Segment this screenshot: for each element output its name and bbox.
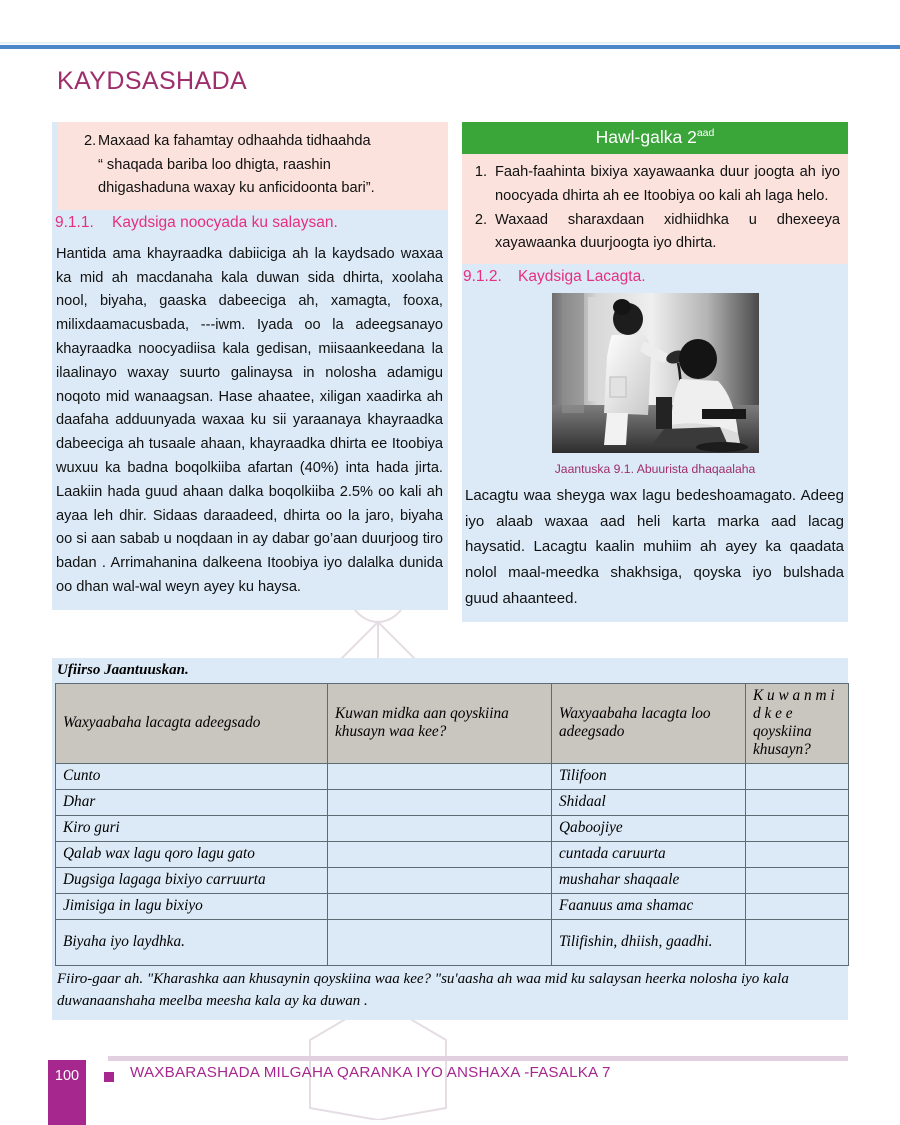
section-title: Kaydsiga noocyada ku salaysan. bbox=[112, 213, 338, 231]
table-cell-item: mushahar shaqaale bbox=[552, 868, 746, 894]
table-row bbox=[56, 842, 849, 868]
question-item bbox=[68, 130, 438, 201]
table-cell-answer[interactable] bbox=[328, 842, 552, 868]
table-cell-item: Shidaal bbox=[552, 790, 746, 816]
table-cell-answer[interactable] bbox=[746, 816, 849, 842]
right-body-paragraph: Lacagtu waa sheyga wax lagu bedeshoamagato. Adeeg iyo alaab waxaa aad heli karta marka aad lacag haysatid. Lacagtu kaalin muhiim ah ayey ka qaadata nolol maal-meedka shakhsiga, qoyska iyo bulshada guud ahaanteed. bbox=[462, 481, 848, 622]
table-cell-item: Qalab wax lagu qoro lagu gato bbox=[56, 842, 328, 868]
figure-caption: Jaantuska 9.1. Abuurista dhaqaalaha bbox=[462, 458, 848, 481]
table-row bbox=[56, 816, 849, 842]
top-rule bbox=[0, 45, 900, 49]
table-cell-item: Faanuus ama shamac bbox=[552, 894, 746, 920]
expenses-table bbox=[55, 683, 849, 966]
activity-header-label: Hawl-galka 2 bbox=[595, 127, 697, 147]
table-cell-item: cuntada caruurta bbox=[552, 842, 746, 868]
table-note: Fiiro-gaar ah. "Kharashka aan khusaynin qoyskiina waa kee? "su'aasha ah waa mid ku salaysan heerka nolosha iyo kala duwanaanshaha meelba meesha kala ay ka duwan . bbox=[57, 971, 789, 1009]
table-header-cell-1: Waxyaabaha lacagta adeegsado bbox=[56, 684, 328, 764]
table-header-cell-3: Waxyaabaha lacagta loo adeegsado bbox=[552, 684, 746, 764]
table-row bbox=[56, 868, 849, 894]
activity-item bbox=[465, 209, 840, 256]
activity-item-number: 2. bbox=[474, 211, 487, 228]
activity-item-text: Waxaad sharaxdaan xidhiidhka u dhexeeya xayawaanka duurjoogta iyo dhirta. bbox=[495, 211, 840, 252]
question-line-3: dhigashaduna waxay ku anficidoonta bari”. bbox=[98, 180, 375, 197]
question-text bbox=[98, 130, 438, 201]
table-header-cell-4: K u w a n m i d k e e qoyskiina khusayn? bbox=[746, 684, 849, 764]
footer-rule bbox=[108, 1056, 848, 1061]
question-line-2: “ shaqada bariba loo dhigta, raashin bbox=[98, 156, 331, 173]
section-heading-912 bbox=[462, 264, 848, 291]
table-row bbox=[56, 764, 849, 790]
section-number: 9.1.1. bbox=[55, 213, 94, 231]
activity-item-text: Faah-faahinta bixiya xayawaanka duur joogta ah iyo noocyada dhirta ah ee Itoobiya oo kali ah laga helo. bbox=[495, 164, 840, 204]
table-header-row bbox=[56, 684, 849, 764]
table-cell-answer[interactable] bbox=[328, 868, 552, 894]
activity-header-sup: aad bbox=[696, 127, 715, 140]
table-row bbox=[56, 790, 849, 816]
table-cell-item: Dhar bbox=[56, 790, 328, 816]
activity-header bbox=[462, 122, 848, 154]
table-cell-answer[interactable] bbox=[746, 894, 849, 920]
activity-box bbox=[462, 154, 848, 264]
table-cell-answer[interactable] bbox=[328, 790, 552, 816]
top-rule-highlight bbox=[0, 42, 880, 44]
activity-item bbox=[465, 161, 840, 208]
left-body-paragraph: Hantida ama khayraadka dabiiciga ah la kaydsado waxaa ka mid ah macdanaha kala duwan sida dhirta, xoolaha nool, biyaha, gaaska dabeeciga ah, xamagta, fooxa, milixdaamacusbada, ---iwm. Iyada oo la adeegsanayo khayraadka noocyadiisa kala gedisan, miisaankeedana la ilaalinayo waxay suurto galinaysa in nolosha adamigu noqoto mid wanaagsan. Hase ahaatee, xiligan xaadirka ah daafaha adduunyada waxaa ku sii yaraanaya khayraadka dabeeciga ah tusaale ahaan, khayraadka dhirta ee Itoobiya wuxuu ka badna boqolkiiba afartan (40%) inta hada jirta. Laakiin hada guud ahaan dalka boqolkiiba 2.5% oo kali ah ayaa leh dhir. Sidaas daraadeed, dhirta oo la jaro, biyaha oo si aan sabab u noqdaan in ay dabar go’aan duurjoog tiro badan . Arrimahanina dalkeena Itoobiya iyo dalalka dunida oo dhan wal-wal weyn ayey ku haysa. bbox=[52, 237, 448, 610]
table-cell-answer[interactable] bbox=[328, 894, 552, 920]
table-cell-item: Cunto bbox=[56, 764, 328, 790]
footer-title: WAXBARASHADA MILGAHA QARANKA IYO ANSHAXA -FASALKA 7 bbox=[130, 1064, 611, 1081]
table-cell-item: Jimisiga in lagu bixiyo bbox=[56, 894, 328, 920]
page-title: KAYDSASHADA bbox=[57, 67, 248, 95]
table-cell-item: Kiro guri bbox=[56, 816, 328, 842]
question-box bbox=[52, 122, 448, 210]
table-cell-answer[interactable] bbox=[328, 816, 552, 842]
table-header-cell-2: Kuwan midka aan qoyskiina khusayn waa kee? bbox=[328, 684, 552, 764]
table-cell-item: Tilifoon bbox=[552, 764, 746, 790]
figure-photo-hairdresser bbox=[552, 293, 759, 453]
question-number: 2. bbox=[84, 133, 97, 149]
table-section bbox=[52, 658, 848, 1020]
table-row bbox=[56, 894, 849, 920]
section-title: Kaydsiga Lacagta. bbox=[518, 267, 646, 285]
section-heading-911 bbox=[52, 210, 448, 237]
table-cell-answer[interactable] bbox=[328, 764, 552, 790]
table-cell-answer[interactable] bbox=[746, 790, 849, 816]
bullet-square-icon bbox=[104, 1072, 114, 1082]
table-cell-item: Biyaha iyo laydhka. bbox=[56, 920, 328, 966]
page-number: 100 bbox=[48, 1060, 86, 1125]
right-column bbox=[462, 122, 848, 622]
table-cell-answer[interactable] bbox=[746, 868, 849, 894]
table-cell-answer[interactable] bbox=[328, 920, 552, 966]
table-cell-answer[interactable] bbox=[746, 764, 849, 790]
table-cell-answer[interactable] bbox=[746, 842, 849, 868]
table-cell-item: Qaboojiye bbox=[552, 816, 746, 842]
table-cell-item: Dugsiga lagaga bixiyo carruurta bbox=[56, 868, 328, 894]
table-cell-item: Tilifishin, dhiish, gaadhi. bbox=[552, 920, 746, 966]
left-column bbox=[52, 122, 448, 610]
activity-item-number: 1. bbox=[474, 164, 487, 181]
section-number: 9.1.2. bbox=[463, 267, 502, 285]
table-label: Ufiirso Jaantuuskan. bbox=[57, 662, 189, 678]
question-line-1: Maxaad ka fahamtay odhaahda tidhaahda bbox=[98, 133, 371, 149]
table-cell-answer[interactable] bbox=[746, 920, 849, 966]
table-row bbox=[56, 920, 849, 966]
figure-container bbox=[462, 291, 848, 458]
